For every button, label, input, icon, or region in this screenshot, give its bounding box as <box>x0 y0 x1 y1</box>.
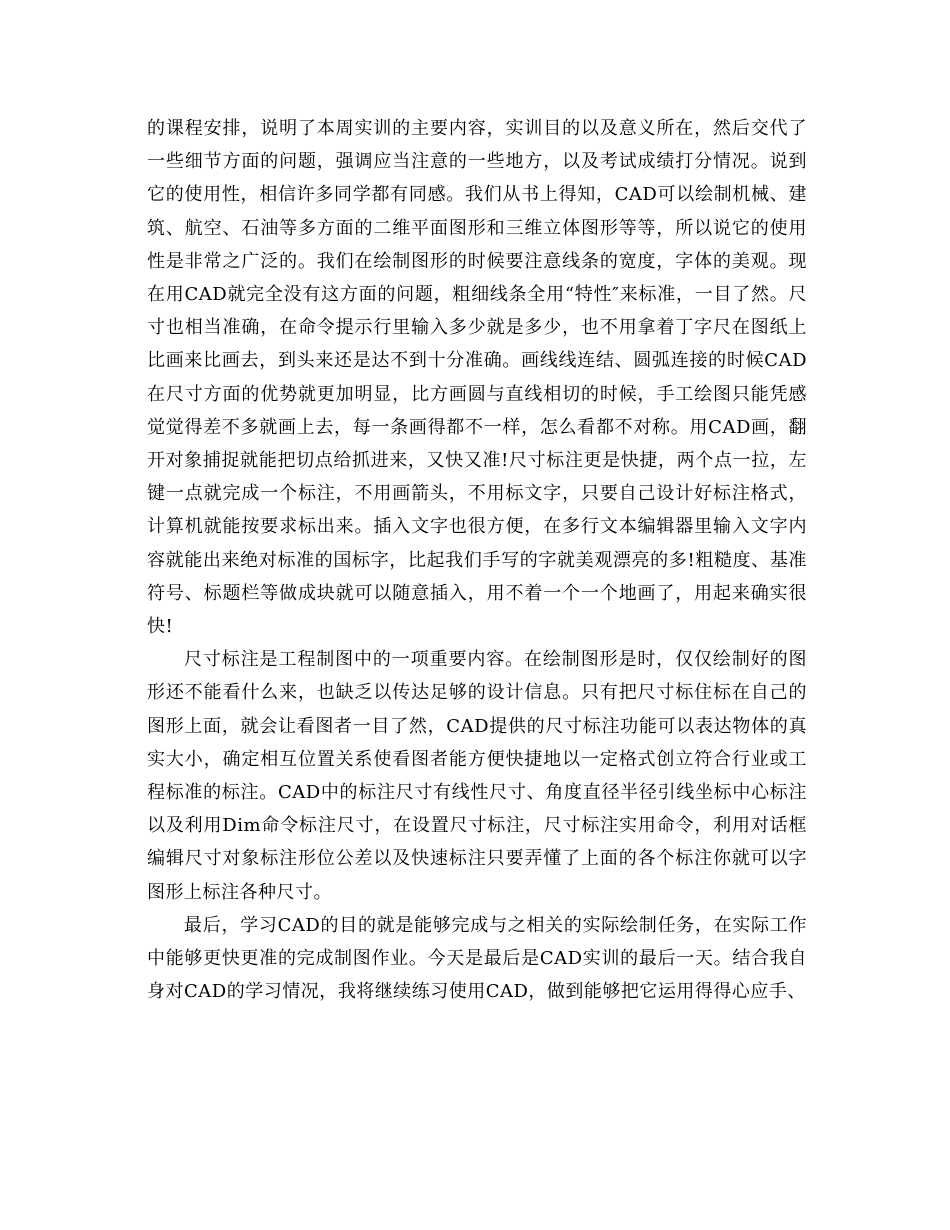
paragraph-1: 的课程安排，说明了本周实训的主要内容，实训目的以及意义所在，然后交代了一些细节方面的问题，强调应当注意的一些地方，以及考试成绩打分情况。说到它的使用性，相信许多同学都有同感。我们从书上得知，CAD可以绘制机械、建筑、航空、石油等多方面的二维平面图形和三维立体图形等等，所以说它的使用性是非常之广泛的。我们在绘制图形的时候要注意线条的宽度，字体的美观。现在用CAD就完全没有这方面的问题，粗细线条全用“特性″来标准，一目了然。尺寸也相当准确，在命令提示行里输入多少就是多少，也不用拿着丁字尺在图纸上比画来比画去，到头来还是达不到十分准确。画线线连结、圆弧连接的时候CAD在尺寸方面的优势就更加明显，比方画圆与直线相切的时候，手工绘图只能凭感觉觉得差不多就画上去，每一条画得都不一样，怎么看都不对称。用CAD画，翻开对象捕捉就能把切点给抓进来，又快又准!尺寸标注更是快捷，两个点一拉，左键一点就完成一个标注，不用画箭头，不用标文字，只要自己设计好标注格式，计算机就能按要求标出来。插入文字也很方便，在多行文本编辑器里输入文字内容就能出来绝对标准的国标字，比起我们手写的字就美观漂亮的多!粗糙度、基准符号、标题栏等做成块就可以随意插入，用不着一个一个地画了，用起来确实很快! <box>147 118 807 638</box>
document-body <box>147 112 807 1008</box>
paragraph-3: 最后，学习CAD的目的就是能够完成与之相关的实际绘制任务，在实际工作中能够更快更准的完成制图作业。今天是最后是CAD实训的最后一天。结合我自身对CAD的学习情况，我将继续练习使用CAD，做到能够把它运用得得心应手、 <box>147 914 807 1003</box>
paragraph-2: 尺寸标注是工程制图中的一项重要内容。在绘制图形是时，仅仅绘制好的图形还不能看什么来，也缺乏以传达足够的设计信息。只有把尺寸标住标在自己的图形上面，就会让看图者一目了然，CAD提供的尺寸标注功能可以表达物体的真实大小，确定相互位置关系使看图者能方便快捷地以一定格式创立符合行业或工程标准的标注。CAD中的标注尺寸有线性尺寸、角度直径半径引线坐标中心标注以及利用Dim命令标注尺寸，在设置尺寸标注，尺寸标注实用命令，利用对话框编辑尺寸对象标注形位公差以及快速标注只要弄懂了上面的各个标注你就可以字图形上标注各种尺寸。 <box>147 649 807 903</box>
